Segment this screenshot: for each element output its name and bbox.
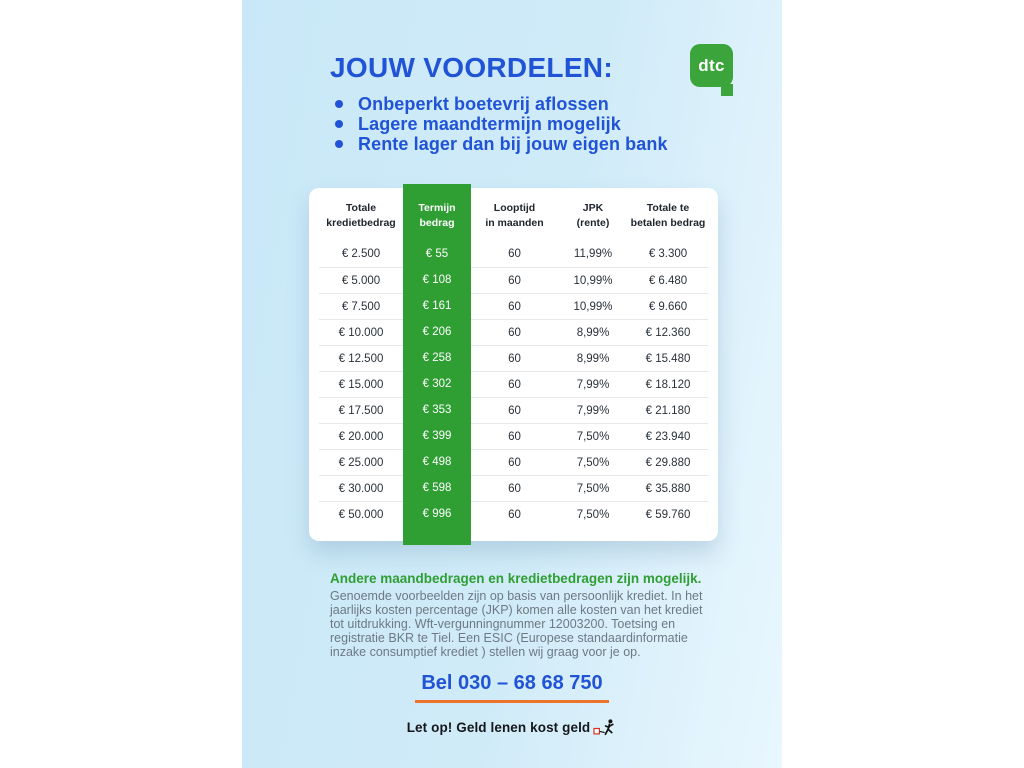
table-cell: 8,99% xyxy=(558,319,628,345)
disclaimer-text: Genoemde voorbeelden zijn op basis van persoonlijk krediet. In het jaarlijks kosten percentage (JKP) komen alle kosten van het krediet tot uitdrukking. Wft-vergunningnummer 12003200. Toetsing en registratie BKR te Tiel. Een ESIC (Europese standaardinformatie inzake consumptief krediet ) stellen wij graag voor je op. xyxy=(330,589,703,659)
cell-termijn-bedrag: € 206 xyxy=(422,326,452,338)
cell-termijn-bedrag: € 353 xyxy=(422,404,452,416)
table-cell: 60 xyxy=(471,293,558,319)
table-header-row xyxy=(309,188,718,241)
table-cell: 60 xyxy=(471,267,558,293)
header-line: in maanden xyxy=(485,217,544,229)
table-cell: € 9.660 xyxy=(628,293,708,319)
table-cell: € 23.940 xyxy=(628,423,708,449)
table-cell: € 6.480 xyxy=(628,267,708,293)
benefit-item xyxy=(330,94,668,114)
table-cell: € 17.500 xyxy=(319,397,403,423)
header-line: Looptijd xyxy=(493,202,536,214)
cell-termijn-bedrag: € 598 xyxy=(422,482,452,494)
benefit-text: Rente lager dan bij jouw eigen bank xyxy=(358,134,668,154)
table-row xyxy=(319,475,708,501)
benefit-text: Lagere maandtermijn mogelijk xyxy=(358,114,621,134)
table-cell: € 50.000 xyxy=(319,501,403,527)
cell-termijn-bedrag: € 399 xyxy=(422,430,452,442)
table-row xyxy=(319,345,708,371)
table-cell: 7,50% xyxy=(558,449,628,475)
table-row xyxy=(319,449,708,475)
header-totale-te-betalen xyxy=(628,201,708,241)
table-cell: € 12.360 xyxy=(628,319,708,345)
table-row xyxy=(319,319,708,345)
table-cell: 7,99% xyxy=(558,371,628,397)
table-row xyxy=(319,241,708,267)
table-cell: 60 xyxy=(471,501,558,527)
table-cell: € 35.880 xyxy=(628,475,708,501)
table-cell: € 59.760 xyxy=(628,501,708,527)
header-termijn-bedrag xyxy=(403,201,471,241)
table-cell: 10,99% xyxy=(558,267,628,293)
table-cell: 60 xyxy=(471,423,558,449)
table-cell: 11,99% xyxy=(573,248,613,260)
table-cell: € 15.480 xyxy=(628,345,708,371)
benefits-list xyxy=(330,94,668,154)
header-jpk-rente xyxy=(558,201,628,241)
header-line: Totale xyxy=(345,202,377,214)
header-line: kredietbedrag xyxy=(326,217,396,229)
table-cell: € 21.180 xyxy=(628,397,708,423)
table-cell: € 29.880 xyxy=(628,449,708,475)
table-cell: € 3.300 xyxy=(648,248,688,260)
table-cell: € 30.000 xyxy=(319,475,403,501)
table-cell: € 12.500 xyxy=(319,345,403,371)
table-cell: 60 xyxy=(471,319,558,345)
table-cell: 60 xyxy=(471,397,558,423)
table-row xyxy=(319,371,708,397)
cell-termijn-bedrag: € 108 xyxy=(422,274,452,286)
other-amounts-note: Andere maandbedragen en kredietbedragen zijn mogelijk. xyxy=(330,571,702,586)
cell-termijn-bedrag: € 55 xyxy=(425,248,449,260)
cell-termijn-bedrag: € 258 xyxy=(422,352,452,364)
dtc-logo-text: dtc xyxy=(698,55,725,75)
table-cell: 60 xyxy=(471,345,558,371)
table-cell: 60 xyxy=(508,248,521,260)
benefit-item xyxy=(330,134,668,154)
table-cell: 60 xyxy=(471,449,558,475)
cell-termijn-bedrag: € 996 xyxy=(422,508,452,520)
cell-termijn-bedrag: € 302 xyxy=(422,378,452,390)
table-row xyxy=(319,293,708,319)
content-panel xyxy=(242,0,782,768)
table-cell: € 10.000 xyxy=(319,319,403,345)
cell-termijn-bedrag: € 498 xyxy=(422,456,452,468)
table-row xyxy=(319,423,708,449)
table-cell: € 7.500 xyxy=(319,293,403,319)
table-row xyxy=(319,397,708,423)
table-cell: € 20.000 xyxy=(319,423,403,449)
phone-link[interactable]: Bel 030 – 68 68 750 xyxy=(415,672,608,703)
table-row xyxy=(319,267,708,293)
table-cell: 7,99% xyxy=(558,397,628,423)
credit-warning xyxy=(242,719,782,736)
table-cell: € 15.000 xyxy=(319,371,403,397)
table-cell: 7,50% xyxy=(558,501,628,527)
header-line: Totale te xyxy=(646,202,690,214)
header-looptijd xyxy=(471,201,558,241)
header-line: bedrag xyxy=(419,217,455,229)
ball-and-chain-runner-icon xyxy=(593,719,617,736)
table-cell: 60 xyxy=(471,475,558,501)
header-totale-kredietbedrag xyxy=(319,201,403,241)
header-line: JPK xyxy=(582,202,604,214)
table-cell: € 5.000 xyxy=(319,267,403,293)
header-line: Termijn xyxy=(418,202,456,214)
credit-warning-text: Let op! Geld lenen kost geld xyxy=(406,720,591,735)
header-line: betalen bedrag xyxy=(630,217,706,229)
dtc-logo xyxy=(690,44,733,87)
loan-table-card xyxy=(309,188,718,541)
cell-termijn-bedrag: € 161 xyxy=(422,300,452,312)
table-cell: € 25.000 xyxy=(319,449,403,475)
phone-row xyxy=(242,672,782,703)
table-cell: € 2.500 xyxy=(341,248,381,260)
table-cell: 60 xyxy=(471,371,558,397)
table-cell: 7,50% xyxy=(558,423,628,449)
table-row xyxy=(319,501,708,527)
table-cell: 7,50% xyxy=(558,475,628,501)
benefit-item xyxy=(330,114,668,134)
page-title: JOUW VOORDELEN: xyxy=(330,52,613,83)
table-cell: € 18.120 xyxy=(628,371,708,397)
benefit-text: Onbeperkt boetevrij aflossen xyxy=(358,94,609,114)
table-body xyxy=(309,241,718,527)
table-cell: 8,99% xyxy=(558,345,628,371)
table-cell: 10,99% xyxy=(558,293,628,319)
header-line: (rente) xyxy=(576,217,610,229)
